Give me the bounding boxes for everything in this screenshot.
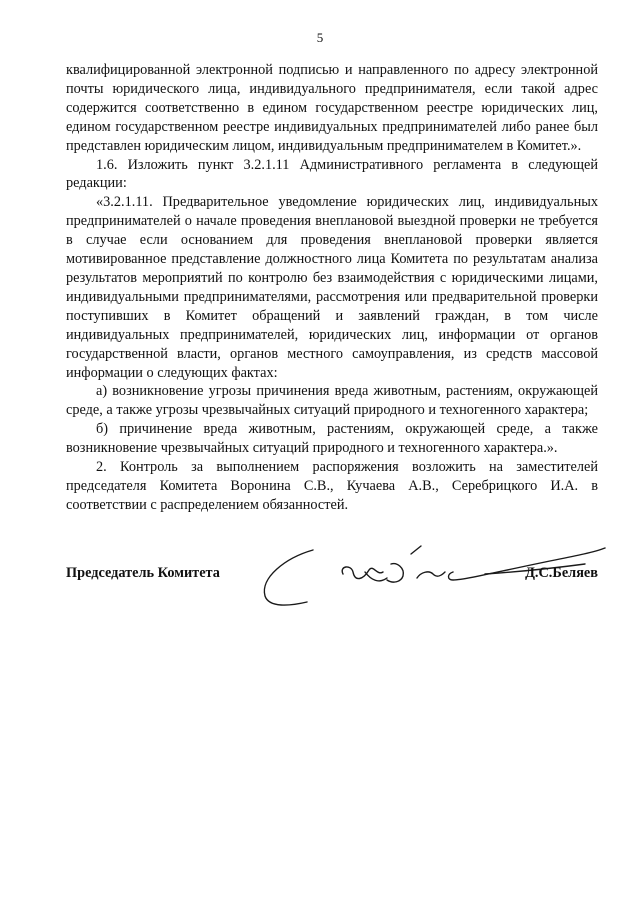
paragraph-continuation: квалифицированной электронной подписью и направленного по адресу электронной почты юридического лица, индивидуального предпринимателя, если такой адрес содержится соответственно в едином государственном реестре юридических лиц, едином государственном реестре индивидуальных предпринимателей либо ранее был представлен юридическим лицом, индивидуальным предпринимателем в Комитет.». — [66, 62, 598, 154]
signer-title: Председатель Комитета — [66, 565, 220, 581]
paragraph-item-2: 2. Контроль за выполнением распоряжения возложить на заместителей председателя Комитета Воронина С.В., Кучаева А.В., Серебрицкого И.А. в соответствии с распределением обязанностей. — [66, 459, 598, 513]
paragraph-subitem-a: а) возникновение угрозы причинения вреда животным, растениям, окружающей среде, а также угрозы чрезвычайных ситуаций природного и техногенного характера; — [66, 383, 598, 419]
paragraph-item-1-6: 1.6. Изложить пункт 3.2.1.11 Административного регламента в следующей редакции: — [66, 156, 598, 192]
signer-name: Д.С.Беляев — [525, 565, 598, 581]
signature-block — [66, 565, 598, 589]
page-number: 5 — [316, 30, 324, 45]
paragraph-clause-3-2-1-11: «3.2.1.11. Предварительное уведомление юридических лиц, индивидуальных предпринимателей о начале проведения внеплановой выездной проверки не требуется в случае если основанием для проведения внеплановой проверки является мотивированное представление должностного лица Комитета по результатам анализа результатов мероприятий по контролю без взаимодействия с юридическими лицами, индивидуальными предпринимателями, рассмотрения или предварительной проверки поступивших в Комитет обращений и заявлений граждан, в том числе индивидуальных предпринимателей, юридических лиц, информации от органов государственной власти, органов местного самоуправления, из средств массовой информации о следующих фактах: — [66, 194, 598, 381]
paragraph-subitem-b: б) причинение вреда животным, растениям, окружающей среде, а также возникновение чрезвычайных ситуаций природного и техногенного характера.». — [66, 421, 598, 457]
document-body — [66, 61, 598, 515]
